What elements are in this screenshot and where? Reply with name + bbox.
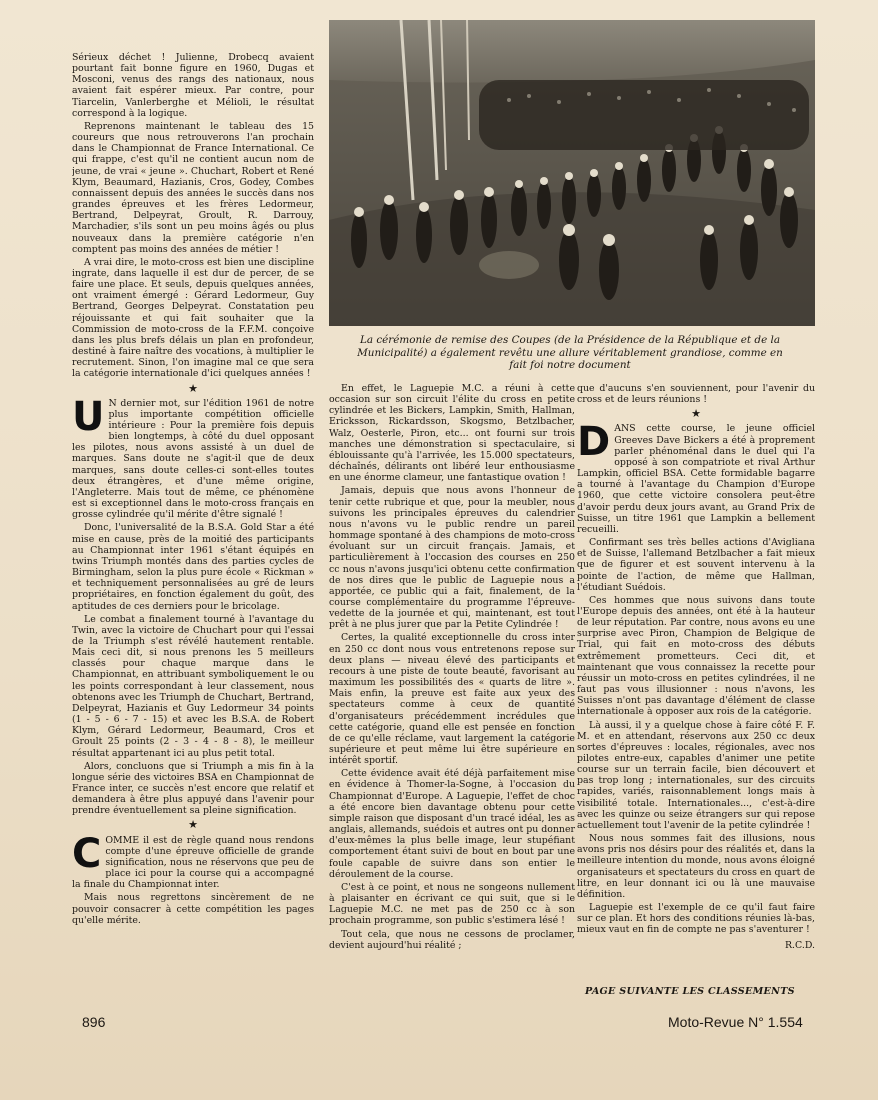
paragraph-with-dropcap [72, 393, 314, 521]
author-signature: R.C.D. [784, 939, 815, 951]
section-separator-star: ★ [691, 407, 701, 421]
paragraph-with-dropcap [577, 419, 815, 535]
magazine-issue: Moto-Revue N° 1.554 [668, 1014, 803, 1030]
paragraph: Sérieux déchet ! Julienne, Drobecq avaient pourtant fait bonne figure en 1960, Dugas et Mosconi, venus des rangs des nationaux, nous avaient fait espérer mieux. Par contre, pour Tiarcelin, Vanlerberghe et Mélioli, le résultat correspond à la logique. [72, 52, 314, 119]
paragraph: Certes, la qualité exceptionnelle du cross inter en 250 cc dont nous vous entretenons repose sur deux plans — niveau élevé des participants et recours à une piste de toute beauté, favorisant au maximum les possibilités des « quarts de litre ». Mais enfin, la preuve est faite aux yeux des spectateurs comme à ceux de quantité d'organisateurs précédemment incrédules que cette catégorie, quand elle est pensée en fonction de ce qu'elle réclame, vaut largement la catégorie supérieure et peut même lui être supérieure en intérêt sportif. [329, 632, 575, 767]
ceremony-photo [329, 20, 815, 326]
paragraph: Ces hommes que nous suivons dans toute l'Europe depuis des années, ont été à la hauteur de leur réputation. Par contre, nous avons eu une surprise avec Piron, Champion de Belgique de Trial, qui fait en moto-cross des débuts extrêmement prometteurs. Ceci dit, et maintenant que vous connaissez la recette pour réussir un moto-cross en petites cylindrées, il ne faut pas vous illusionner : nous n'avons, les Suisses n'ont pas davantage d'élément de classe internationale à opposer aux rois de la catégorie. [577, 594, 815, 718]
photo-caption: La cérémonie de remise des Coupes (de la Présidence de la République et de la Municipalité) a également revêtu une allure véritablement grandiose, comme en fait foi notre document [357, 334, 783, 372]
paragraph: Donc, l'universalité de la B.S.A. Gold Star a été mise en cause, près de la moitié des participants au Championnat inter 1961 s'étant équipés en twins Triumph montés dans des parties cycles de Birmingham, selon la plus pure école « Rickman » et techniquement personnalisées au gré de leurs propriétaires, en fonction également du goût, des aptitudes de ces derniers pour le bricolage. [72, 522, 314, 612]
paragraph: Alors, concluons que si Triumph a mis fin à la longue série des victoires BSA en Championnat de France inter, ce succès n'est encore que relatif et demandera à être plus appuyé dans l'avenir pour prendre éventuellement sa pleine signification. [72, 760, 314, 817]
next-page-notice: PAGE SUIVANTE LES CLASSEMENTS [585, 986, 795, 997]
page-number: 896 [82, 1014, 106, 1030]
dropcap: C [72, 830, 102, 877]
paragraph-with-dropcap [72, 830, 314, 891]
paragraph: A vrai dire, le moto-cross est bien une discipline ingrate, dans laquelle il est dur de percer, de se faire une place. Et seuls, depuis quelques années, ont vraiment émergé : Gérard Ledormeur, Guy Bertrand, Georges Delpeyrat. Constatation peu réjouissante et qui fait souhaiter que la Commission de moto-cross de la F.F.M. conçoive dans les plus brefs délais un plan en profondeur, destiné à faire naître des vocations, à multiplier le recrutement. Sinon, l'on imagine mal ce que sera la catégorie internationale d'ici quelques années ! [72, 256, 314, 380]
paragraph: Tout cela, que nous ne cessons de proclamer, devient aujourd'hui réalité ; [329, 928, 575, 951]
section-separator-star: ★ [188, 818, 198, 832]
paragraph: Reprenons maintenant le tableau des 15 coureurs que nous retrouverons l'an prochain dans le Championnat de France International. Ce qui frappe, c'est qu'il ne contient aucun nom de jeune, de vrai « jeune ». Chuchart, Robert et René Klym, Beaumard, Hazianis, Cros, Godey, Combes connaissent depuis des années le succès dans nos grandes épreuves et les frères Ledormeur, Bertrand, Delpeyrat, Groult, R. Darrouy, Marchadier, s'ils sont un peu moins âgés ou plus nouveaux dans la première catégorie n'en comptent pas moins des années de métier ! [72, 120, 314, 255]
paragraph: Cette évidence avait été déjà parfaitement mise en évidence à Thomer-la-Sogne, à l'occasion du Championnat d'Europe. A Laguepie, l'effet de choc a été encore bien davantage obtenu pour cette simple raison que disposant d'un tracé idéal, les as anglais, allemands, suédois et autres ont pu donner d'eux-mêmes la plus belle image, leur stupéfiant comportement étant suivi de bout en bout par une foule capable de suivre dans son entier le déroulement de la course. [329, 768, 575, 880]
paragraph: Jamais, depuis que nous avons l'honneur de tenir cette rubrique et que, pour la meubler, nous suivons les principales épreuves du calendrier nous n'avons vu le public rendre un pareil hommage spontané à des champions de moto-cross évoluant sur un circuit français. Jamais, et particulièrement à l'occasion des courses en 250 cc nous n'avons jusqu'ici obtenu cette confirmation de nos dires que le public de Laguepie nous a apportée, ce public qui a fait, finalement, de la course complémentaire du programme l'épreuve-vedette de la journée et qui, maintenant, est tout prêt à ne plus jurer que par la Petite Cylindrée ! [329, 485, 575, 631]
dropcap: U [72, 393, 105, 440]
paragraph: Le combat a finalement tourné à l'avantage du Twin, avec la victoire de Chuchart pour qui l'essai de la Triumph s'est révélé hautement rentable. Mais ceci dit, si nous prenons les 5 meilleurs classés pour chaque marque dans le Championnat, en attribuant symboliquement le ou les points correspondant à leur classement, nous obtenons avec les Triumph de Chuchart, Bertrand, Delpeyrat, Hazianis et Guy Ledormeur 34 points (1 - 5 - 6 - 7 - 15) et avec les B.S.A. de Robert Klym, Gérard Ledormeur, Beaumard, Cros et Groult 25 points (2 - 3 - 4 - 8 - 8), le meilleur résultat appartenant ici au plus petit total. [72, 613, 314, 759]
paragraph: C'est à ce point, et nous ne songeons nullement à plaisanter en écrivant ce qui suit, que si le Laguepie M.C. ne met pas de 250 cc à son prochain programme, son public s'estimera lésé ! [329, 881, 575, 927]
paragraph: Confirmant ses très belles actions d'Avigliana et de Suisse, l'allemand Betzlbacher a fait mieux que de figurer et est souvent intervenu à la pointe de l'action, de même que Hallman, l'étudiant Suédois. [577, 537, 815, 593]
article-column-1 [72, 52, 314, 972]
section-separator-star: ★ [188, 381, 198, 395]
paragraph: En effet, le Laguepie M.C. a réuni à cette occasion sur son circuit l'élite du cross en petite cylindrée et les Bickers, Lampkin, Smith, Hallman, Ericksson, Rickardsson, Skogsmo, Betzlbacher, Walz, Oesterle, Piron, etc... ont fourni sur trois manches une démonstration si spectaculaire, si éblouissante qu'à l'arrivée, les 15.000 spectateurs, déchaînés, délirants ont libéré leur enthousiasme en une énorme clameur, une fantastique ovation ! [329, 383, 575, 484]
dropcap: D [577, 419, 611, 466]
paragraph-text: OMME il est de règle quand nous rendons compte d'une épreuve officielle de grande signification, nous ne réservons que peu de place ici pour la course qui a accompagné la finale du Championnat inter. [72, 834, 314, 891]
paragraph-text: ANS cette course, le jeune officiel Greeves Dave Bickers a été à proprement parler phénoménal dans le duel qui l'a opposé à son compatriote et rival Arthur Lampkin, officiel BSA. Cette formidable bagarre a tourné à l'avantage du Champion d'Europe 1960, que cette victoire consolera peut-être d'avoir perdu deux jours avant, au Grand Prix de Suisse, un titre 1961 que Lampkin a bellement recueilli. [577, 423, 815, 535]
paragraph: Mais nous regrettons sincèrement de ne pouvoir consacrer à cette compétition les pages qu'elle mérite. [72, 892, 314, 926]
paragraph: Laguepie est l'exemple de ce qu'il faut faire sur ce plan. Et hors des conditions réunies là-bas, mieux vaut en fin de compte ne pas s'aventurer ! [577, 902, 815, 936]
paragraph: que d'aucuns s'en souviennent, pour l'avenir du cross et de leurs réunions ! [577, 383, 815, 406]
paragraph: Nous nous sommes fait des illusions, nous avons pris nos désirs pour des réalités et, dans la meilleure intention du monde, nous avons éloigné organisateurs et spectateurs du cross en quart de litre, en leur donnant ici ou là une mauvaise définition. [577, 833, 815, 900]
article-column-3 [577, 383, 815, 1003]
paragraph: Là aussi, il y a quelque chose à faire côté F. F. M. et en attendant, réservons aux 250 cc deux sortes d'épreuves : locales, régionales, avec nos pilotes entre-eux, capables d'animer une petite course sur un terrain facile, bien découvert et pas trop long ; internationales, sur des circuits rapides, variés, raisonnablement longs mais à visibilité totale. Internationales..., c'est-à-dire avec les quinze ou seize étrangers sur qui repose actuellement tout l'avenir de la petite cylindrée ! [577, 719, 815, 831]
article-column-2 [329, 383, 575, 1003]
paragraph-text: N dernier mot, sur l'édition 1961 de notre plus importante compétition officielle intérieure : Pour la première fois depuis bien longtemps, à côté du duel opposant les pilotes, nous avons assisté à un duel de marques. Sans doute ne s'agit-il que de deux marques, sans doute celles-ci sont-elles toutes deux étrangères, et d'une même origine, l'Angleterre. Mais tout de même, ce phénomène est si exceptionnel dans le moto-cross français en grosse cylindrée qu'il mérite d'être signalé ! [72, 397, 314, 521]
